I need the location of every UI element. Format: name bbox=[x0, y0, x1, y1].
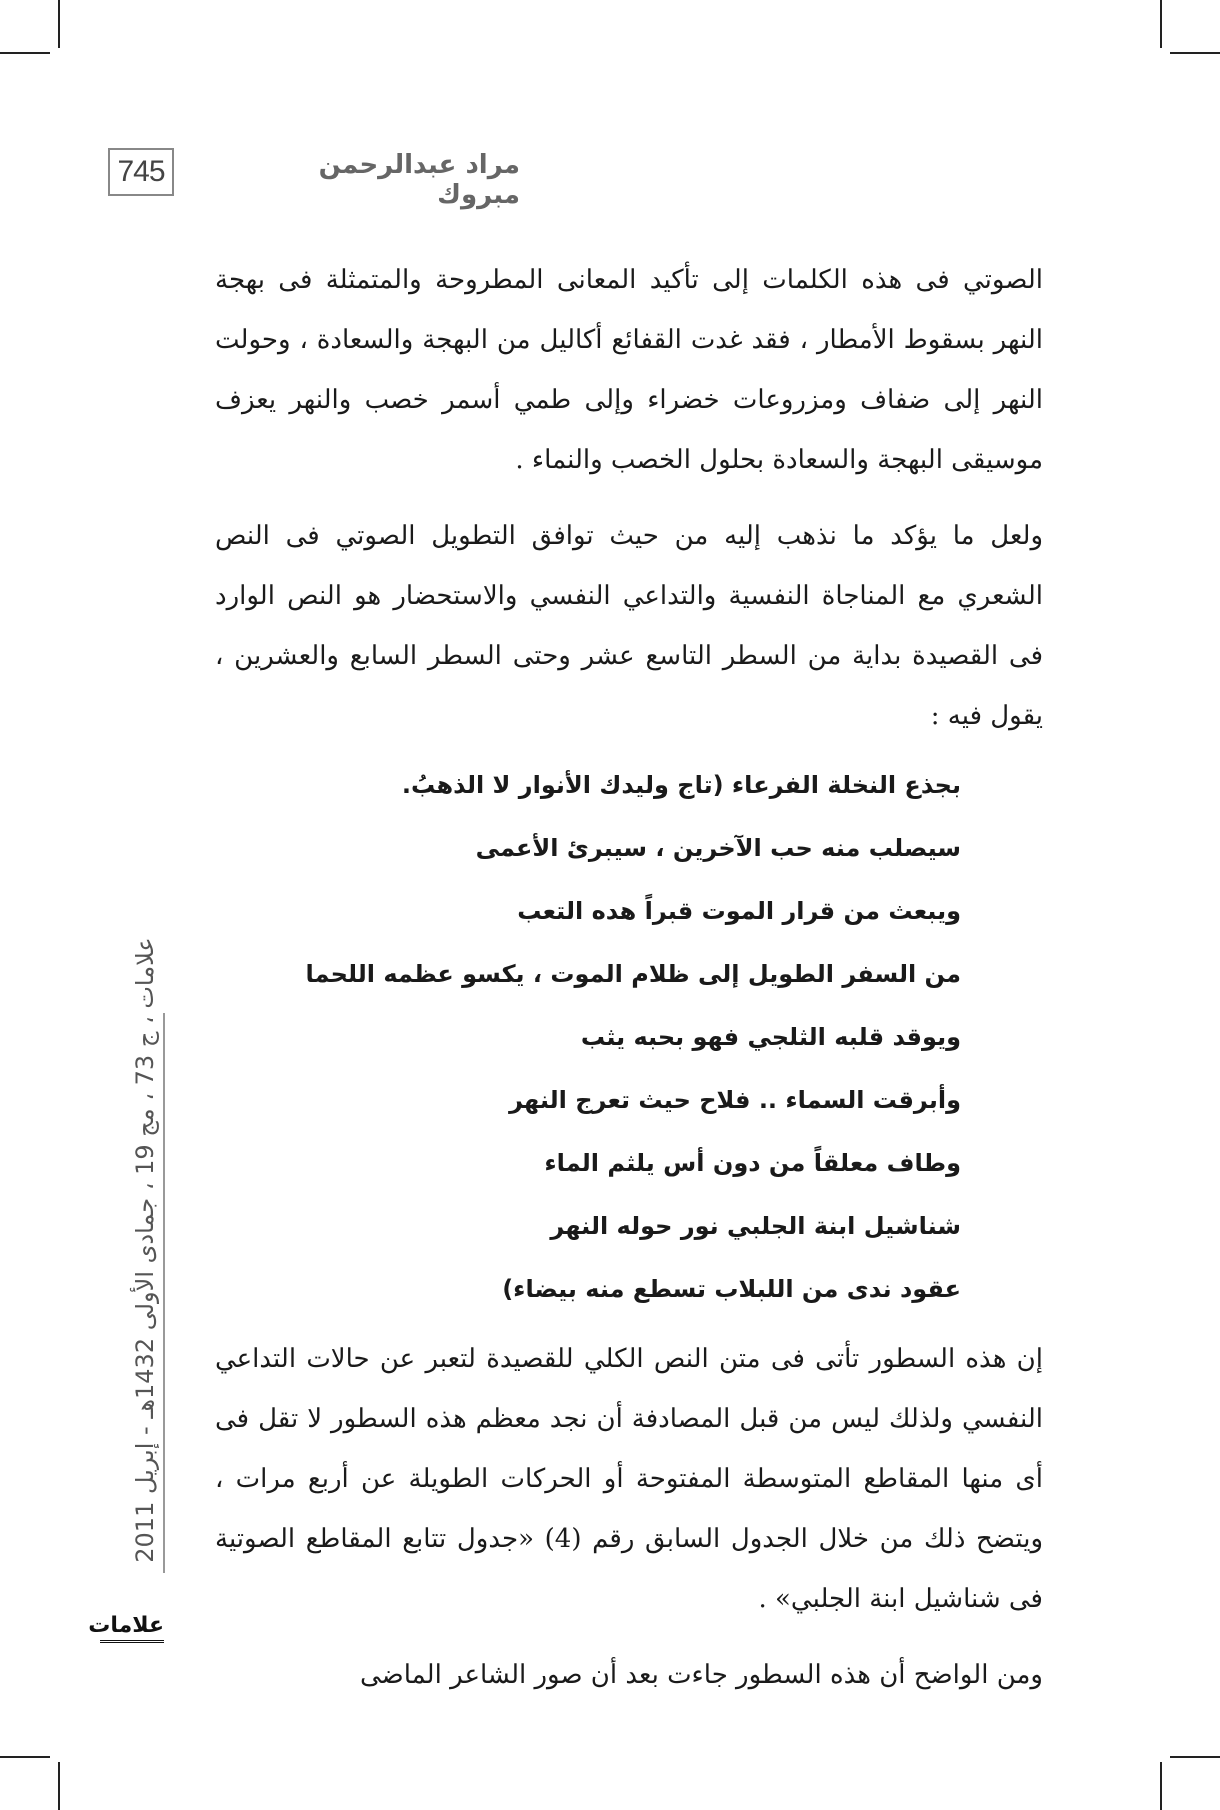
poem-excerpt bbox=[215, 754, 961, 1321]
verse-line: عقود ندى من اللبلاب تسطع منه بيضاء) bbox=[502, 1275, 961, 1303]
journal-logo: علامات bbox=[100, 1612, 164, 1643]
crop-mark bbox=[0, 1756, 50, 1758]
paragraph: ولعل ما يؤكد ما نذهب إليه من حيث توافق التطويل الصوتي فى النص الشعري مع المناجاة النفسية والتداعي النفسي والاستحضار هو النص الوارد فى القصيدة بداية من السطر التاسع عشر وحتى السطر السابع والعشرين ، يقول فيه : bbox=[215, 521, 1043, 731]
sidebar-rule bbox=[163, 1013, 165, 1573]
verse-line: بجذع النخلة الفرعاء (تاج وليدك الأنوار لا الذهبُ. bbox=[401, 771, 961, 799]
verse-line: ويوقد قلبه الثلجي فهو بحبه يثب bbox=[580, 1023, 961, 1051]
crop-mark bbox=[1160, 1762, 1162, 1810]
paragraph: الصوتي فى هذه الكلمات إلى تأكيد المعانى المطروحة والمتمثلة فى بهجة النهر بسقوط الأمطار ، فقد غدت القفائع أكاليل من البهجة والسعادة ، وحولت النهر إلى ضفاف ومزروعات خضراء وإلى طمي أسمر خصب والنهر يعزف موسيقى البهجة والسعادة بحلول الخصب والنماء . bbox=[215, 265, 1043, 475]
paragraph: إن هذه السطور تأتى فى متن النص الكلي للقصيدة لتعبر عن حالات التداعي النفسي ولذلك ليس من قبل المصادفة أن نجد معظم هذه السطور لا تقل فى أى منها المقاطع المتوسطة المفتوحة أو الحركات الطويلة عن أربع مرات ، ويتضح ذلك من خلال الجدول السابق رقم (4) «جدول تتابع المقاطع الصوتية فى شناشيل ابنة الجلبي» . bbox=[215, 1344, 1043, 1614]
verse-line: من السفر الطويل إلى ظلام الموت ، يكسو عظمه اللحما bbox=[305, 960, 961, 988]
verse-line: شناشيل ابنة الجلبي نور حوله النهر bbox=[550, 1212, 961, 1240]
verse-line: وطاف معلقاً من دون أس يلثم الماء bbox=[544, 1149, 961, 1177]
crop-mark bbox=[0, 52, 50, 54]
crop-mark bbox=[58, 1762, 60, 1810]
verse-line: سيصلب منه حب الآخرين ، سيبرئ الأعمى bbox=[475, 834, 961, 862]
crop-mark bbox=[1170, 52, 1220, 54]
crop-mark bbox=[1160, 0, 1162, 48]
journal-info: علامات ، ج 73 ، مج 19 ، جمادى الأولى 1432هـ - إبريل 2011 bbox=[131, 937, 159, 1563]
crop-mark bbox=[1170, 1756, 1220, 1758]
paragraph: ومن الواضح أن هذه السطور جاءت بعد أن صور الشاعر الماضى bbox=[359, 1660, 1043, 1690]
crop-mark bbox=[58, 0, 60, 48]
verse-line: ويبعث من قرار الموت قبراً هده التعب bbox=[517, 897, 961, 925]
verse-line: وأبرقت السماء .. فلاح حيث تعرج النهر bbox=[509, 1086, 961, 1114]
author-name: مراد عبدالرحمن مبروك bbox=[318, 150, 520, 210]
article-body bbox=[215, 250, 1043, 1705]
page-number: 745 bbox=[108, 148, 174, 196]
